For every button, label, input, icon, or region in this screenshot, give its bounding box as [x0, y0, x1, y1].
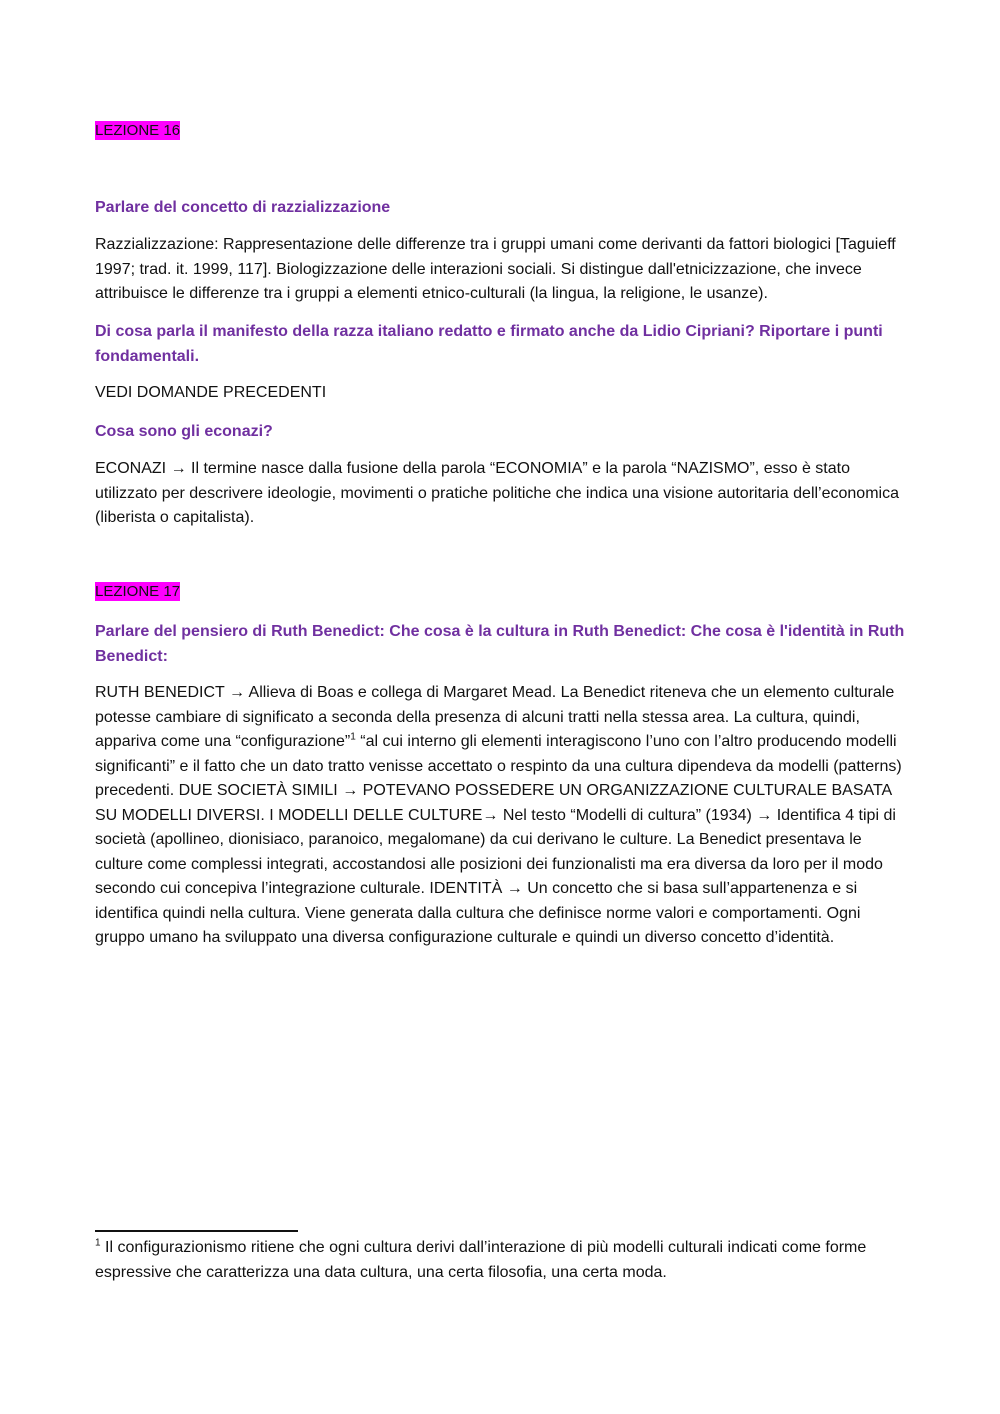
answer-part: Nel testo “Modelli di cultura” (1934): [502, 806, 752, 824]
footnote-text: [95, 1236, 905, 1285]
lesson-17-tag: LEZIONE 17: [95, 583, 181, 600]
answer-benedict: [95, 681, 905, 951]
question-text: Cosa sono gli econazi?: [95, 423, 273, 440]
question-razzializzazione: [95, 195, 905, 220]
arrow-icon: →: [170, 460, 187, 477]
answer-manifesto: [95, 381, 905, 406]
answer-econazi: [95, 457, 905, 531]
answer-text: [95, 681, 905, 951]
answer-text: [95, 457, 905, 531]
footnote: [95, 1236, 905, 1285]
answer-razzializzazione: [95, 233, 905, 307]
answer-part: Un concetto che si basa sull’appartenenza e si identifica quindi nella cultura. Viene generata dalla cultura che definisce norme valori e comportamenti. Ogni gruppo umano ha sviluppato una diversa configurazione culturale e quindi un diverso concetto d’identità.: [95, 880, 861, 946]
footnote-body: Il configurazionismo ritiene che ogni cultura derivi dall’interazione di più modelli culturali indicati come forme espressive che caratterizza una data cultura, una certa filosofia, una certa moda.: [95, 1239, 867, 1281]
answer-text: VEDI DOMANDE PRECEDENTI: [95, 384, 327, 401]
arrow-icon: →: [506, 880, 523, 897]
lesson-16-tag-container: [95, 121, 905, 140]
arrow-icon: →: [228, 684, 245, 701]
lesson-17-tag-container: [95, 582, 905, 601]
question-econazi: [95, 419, 905, 444]
term-ruth-benedict: RUTH BENEDICT: [95, 684, 225, 701]
answer-part: POTEVANO POSSEDERE UN ORGANIZZAZIONE CULTURALE BASATA SU MODELLI DIVERSI. I MODELLI DELLE CULTURE: [95, 782, 892, 824]
question-manifesto: [95, 319, 905, 369]
arrow-icon: →: [342, 782, 359, 799]
answer-text: Razzializzazione: Rappresentazione delle differenze tra i gruppi umani come derivanti da fattori biologici [Taguieff 1997; trad. it. 1999, 117]. Biologizzazione delle interazioni sociali. Si distingue dall'etnicizzazione, che invece attribuisce le differenze tra i gruppi a elementi etnico-culturali (la lingua, la religione, le usanze).: [95, 236, 896, 302]
answer-part: “al cui interno gli elementi interagiscono l’uno con l’altro producendo modelli significanti” e il fatto che un dato tratto venisse accettato o respinto da una cultura dipendeva da modelli (patterns) precedenti. DUE SOCIETÀ SIMILI: [95, 733, 902, 799]
question-text: Di cosa parla il manifesto della razza italiano redatto e firmato anche da Lidio Cipriani? Riportare i punti fondamentali.: [95, 323, 883, 365]
term-econazi: ECONAZI: [95, 460, 167, 477]
footnote-separator: [95, 1230, 298, 1232]
question-text: Parlare del pensiero di Ruth Benedict: Che cosa è la cultura in Ruth Benedict: Che cosa è l'identità in Ruth Benedict:: [95, 623, 905, 665]
answer-part: Identifica 4 tipi di società (apollineo, dionisiaco, paranoico, megalomane) da cui derivano le culture. La Benedict presentava le culture come complessi integrati, accostandosi alle posizioni dei funzionalisti ma era diversa da loro per il modo secondo cui concepiva l’integrazione culturale. IDENTITÀ: [95, 806, 896, 897]
answer-part: Allieva di Boas e collega di Margaret Mead. La Benedict riteneva che un elemento culturale potesse cambiare di significato a seconda della presenza di alcuni tratti nella stessa area. La cultura, quindi, appariva come una “configurazione”: [95, 684, 895, 750]
arrow-icon: →: [756, 806, 773, 824]
question-text: Parlare del concetto di razzializzazione: [95, 199, 391, 216]
footnote-ref: 1: [350, 731, 356, 743]
question-benedict: [95, 619, 905, 669]
arrow-icon: →: [482, 806, 499, 824]
answer-body: Il termine nasce dalla fusione della parola “ECONOMIA” e la parola “NAZISMO”, esso è stato utilizzato per descrivere ideologie, movimenti o pratiche politiche che indica una visione autoritaria dell’economica (liberista o capitalista).: [95, 460, 899, 526]
footnote-number: 1: [95, 1237, 101, 1249]
lesson-16-tag: LEZIONE 16: [95, 122, 181, 139]
